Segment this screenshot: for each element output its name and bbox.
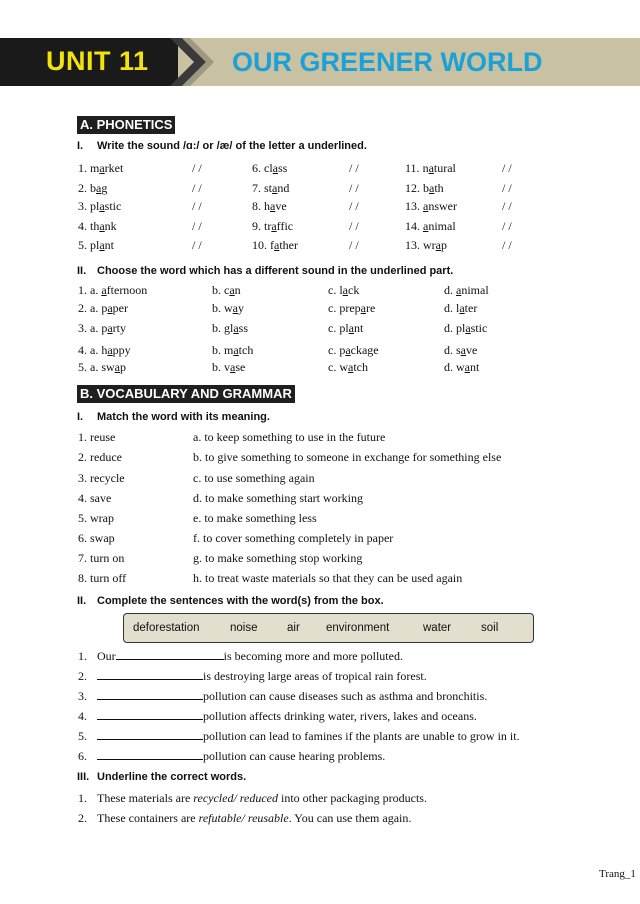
box-word: soil (481, 622, 499, 634)
phonetics-q1-item: 7. stand (252, 181, 290, 195)
answer-slash-pair: / / (502, 161, 512, 175)
answer-slash-pair: / / (349, 219, 359, 233)
underlined-letter: a (114, 360, 120, 374)
underlined-letter: a (460, 343, 466, 357)
phonetics-q2-option: 2. a. paper (78, 301, 128, 315)
fill-sentence (78, 708, 477, 723)
underlined-letter: a (233, 321, 239, 335)
match-word: 3. recycle (78, 471, 125, 485)
answer-slash-pair: / / (192, 199, 202, 213)
underlined-letter: a (107, 301, 113, 315)
phonetics-q1-item: 8. have (252, 199, 287, 213)
phonetics-q1-item: 2. bag (78, 181, 108, 195)
unit-title: OUR GREENER WORLD (232, 47, 543, 77)
underlined-letter: a (230, 360, 236, 374)
answer-slash-pair: / / (502, 219, 512, 233)
phonetics-q1-instruction: Write the sound /ɑ:/ or /æ/ of the letter a underlined. (97, 140, 367, 152)
match-word: 6. swap (78, 531, 115, 545)
underlined-letter: a (348, 360, 354, 374)
word-box (123, 613, 534, 643)
word-options: recycled/ reduced (193, 791, 279, 805)
underlined-letter: a (96, 181, 102, 195)
answer-blank (97, 748, 203, 760)
unit-banner (0, 38, 640, 86)
underlined-letter: a (271, 219, 277, 233)
vocab-q2-instruction: Complete the sentences with the word(s) from the box. (97, 595, 384, 607)
underlined-letter: a (360, 301, 366, 315)
phonetics-q2-option: 4. a. happy (78, 343, 131, 357)
section-phonetics-title: A. PHONETICS (77, 116, 175, 134)
answer-slash-pair: / / (192, 219, 202, 233)
answer-blank (116, 648, 224, 660)
phonetics-q2-option: b. way (212, 301, 244, 315)
phonetics-q2-option: c. package (328, 343, 379, 357)
underlined-letter: a (423, 199, 429, 213)
underline-item: 2. These containers are refutable/ reusable. You can use them again. (78, 811, 412, 825)
unit-label: UNIT 11 (46, 46, 149, 76)
sentence-number: 5. (78, 729, 87, 743)
answer-blank (97, 668, 203, 680)
underlined-letter: a (107, 343, 113, 357)
vocab-q1-instruction: Match the word with its meaning. (97, 411, 270, 423)
match-meaning: c. to use something again (193, 471, 315, 485)
box-word: environment (326, 622, 390, 634)
phonetics-q2-option: c. prepare (328, 301, 376, 315)
item-number: 1. (78, 791, 87, 805)
match-meaning: f. to cover something completely in paper (193, 531, 394, 545)
phonetics-q2-option: d. plastic (444, 321, 488, 335)
banner-chevron-icon (170, 38, 214, 86)
phonetics-q2-option: b. vase (212, 360, 246, 374)
sentence-number: 3. (78, 689, 87, 703)
underlined-letter: a (101, 283, 107, 297)
underlined-letter: a (272, 161, 278, 175)
phonetics-q1-item: 6. class (252, 161, 288, 175)
phonetics-q1-item: 5. plant (78, 238, 115, 252)
underlined-letter: a (99, 238, 105, 252)
answer-blank (97, 728, 203, 740)
underlined-letter: a (99, 199, 105, 213)
item-number: 2. (78, 811, 87, 825)
sentence-lead: Our (97, 649, 116, 663)
phonetics-q2-option: 1. a. afternoon (78, 283, 148, 297)
answer-slash-pair: / / (349, 199, 359, 213)
phonetics-q1-item: 14. animal (405, 219, 456, 233)
match-word: 4. save (78, 491, 112, 505)
answer-slash-pair: / / (502, 181, 512, 195)
phonetics-q1-item: 12. bath (405, 181, 444, 195)
sentence-rest: is becoming more and more polluted. (223, 649, 403, 663)
phonetics-q2-option: c. lack (328, 283, 360, 297)
section-vocab-title: B. VOCABULARY AND GRAMMAR (77, 385, 295, 403)
answer-slash-pair: / / (192, 161, 202, 175)
phonetics-q2-option: d. animal (444, 283, 489, 297)
answer-slash-pair: / / (349, 181, 359, 195)
page-number: Trang_1 (599, 868, 636, 880)
underlined-letter: a (233, 343, 239, 357)
underlined-letter: a (423, 219, 429, 233)
sentence-rest: is destroying large areas of tropical rain forest. (203, 669, 427, 683)
phonetics-q1-item: 3. plastic (78, 199, 122, 213)
phonetics-q1-item: 4. thank (78, 219, 117, 233)
fill-sentence (78, 728, 520, 743)
phonetics-q2-option: d. want (444, 360, 480, 374)
answer-slash-pair: / / (349, 161, 359, 175)
underlined-letter: a (232, 301, 238, 315)
phonetics-q2-instruction: Choose the word which has a different sound in the underlined part. (97, 265, 454, 277)
match-meaning: d. to make something start working (193, 491, 363, 505)
answer-slash-pair: / / (192, 238, 202, 252)
underlined-letter: a (428, 161, 434, 175)
sentence-number: 1. (78, 649, 87, 663)
sentence-rest: pollution can lead to famines if the plants are unable to grow in it. (203, 729, 520, 743)
underlined-letter: a (459, 301, 465, 315)
underlined-letter: a (435, 238, 441, 252)
underlined-letter: a (345, 343, 351, 357)
phonetics-q1-item: 13. wrap (405, 238, 447, 252)
phonetics-q1-label: I. (77, 140, 84, 152)
match-meaning: a. to keep something to use in the future (193, 430, 386, 444)
underline-item: 1. These materials are recycled/ reduced into other packaging products. (78, 791, 427, 805)
phonetics-q2-option: 3. a. party (78, 321, 126, 335)
box-word: air (287, 622, 300, 634)
match-word: 8. turn off (78, 571, 127, 585)
box-word: noise (230, 622, 258, 634)
sentence-number: 4. (78, 709, 87, 723)
underlined-letter: a (348, 321, 354, 335)
phonetics-q1-item: 1. market (78, 161, 124, 175)
word-options: refutable/ reusable (198, 811, 289, 825)
phonetics-q2-option: b. can (212, 283, 241, 297)
vocab-q1-label: I. (77, 411, 84, 423)
match-word: 7. turn on (78, 551, 125, 565)
phonetics-q1-item: 9. traffic (252, 219, 294, 233)
fill-sentence (78, 748, 385, 763)
underlined-letter: a (456, 283, 462, 297)
match-meaning: h. to treat waste materials so that they can be used again (193, 571, 463, 585)
fill-sentence (78, 648, 403, 663)
phonetics-q2-option: b. glass (212, 321, 249, 335)
sentence-rest: pollution can cause hearing problems. (203, 749, 386, 763)
fill-sentence (78, 668, 427, 683)
vocab-q3-label: III. (77, 771, 90, 783)
underlined-letter: a (99, 219, 105, 233)
answer-blank (97, 708, 203, 720)
answer-slash-pair: / / (349, 238, 359, 252)
sentence-rest: pollution affects drinking water, rivers, lakes and oceans. (203, 709, 477, 723)
answer-blank (97, 688, 203, 700)
phonetics-q2-option: d. save (444, 343, 478, 357)
vocab-q2-label: II. (77, 595, 87, 607)
underlined-letter: a (464, 360, 470, 374)
underlined-letter: a (342, 283, 348, 297)
phonetics-q2-label: II. (77, 265, 87, 277)
underlined-letter: a (270, 199, 276, 213)
phonetics-q1-item: 11. natural (405, 161, 456, 175)
phonetics-q2-option: b. match (212, 343, 254, 357)
phonetics-q2-option: c. plant (328, 321, 364, 335)
answer-slash-pair: / / (502, 199, 512, 213)
match-meaning: b. to give something to someone in exchange for something else (193, 450, 502, 464)
phonetics-q1-item: 10. father (252, 238, 298, 252)
phonetics-q1-item: 13. answer (405, 199, 457, 213)
underlined-letter: a (465, 321, 471, 335)
sentence-rest: pollution can cause diseases such as asthma and bronchitis. (203, 689, 488, 703)
underlined-letter: a (229, 283, 235, 297)
sentence-number: 2. (78, 669, 87, 683)
fill-sentence (78, 688, 487, 703)
answer-slash-pair: / / (502, 238, 512, 252)
underlined-letter: a (272, 181, 278, 195)
underlined-letter: a (99, 161, 105, 175)
box-word: deforestation (133, 622, 200, 634)
phonetics-q2-option: d. later (444, 301, 478, 315)
underlined-letter: a (274, 238, 280, 252)
answer-slash-pair: / / (192, 181, 202, 195)
box-word: water (423, 622, 452, 634)
underlined-letter: a (429, 181, 435, 195)
vocab-q3-instruction: Underline the correct words. (97, 771, 247, 783)
phonetics-q2-option: c. watch (328, 360, 368, 374)
match-meaning: e. to make something less (193, 511, 317, 525)
match-meaning: g. to make something stop working (193, 551, 363, 565)
match-word: 5. wrap (78, 511, 114, 525)
match-word: 1. reuse (78, 430, 116, 444)
match-word: 2. reduce (78, 450, 122, 464)
underlined-letter: a (107, 321, 113, 335)
phonetics-q2-option: 5. a. swap (78, 360, 126, 374)
sentence-number: 6. (78, 749, 87, 763)
